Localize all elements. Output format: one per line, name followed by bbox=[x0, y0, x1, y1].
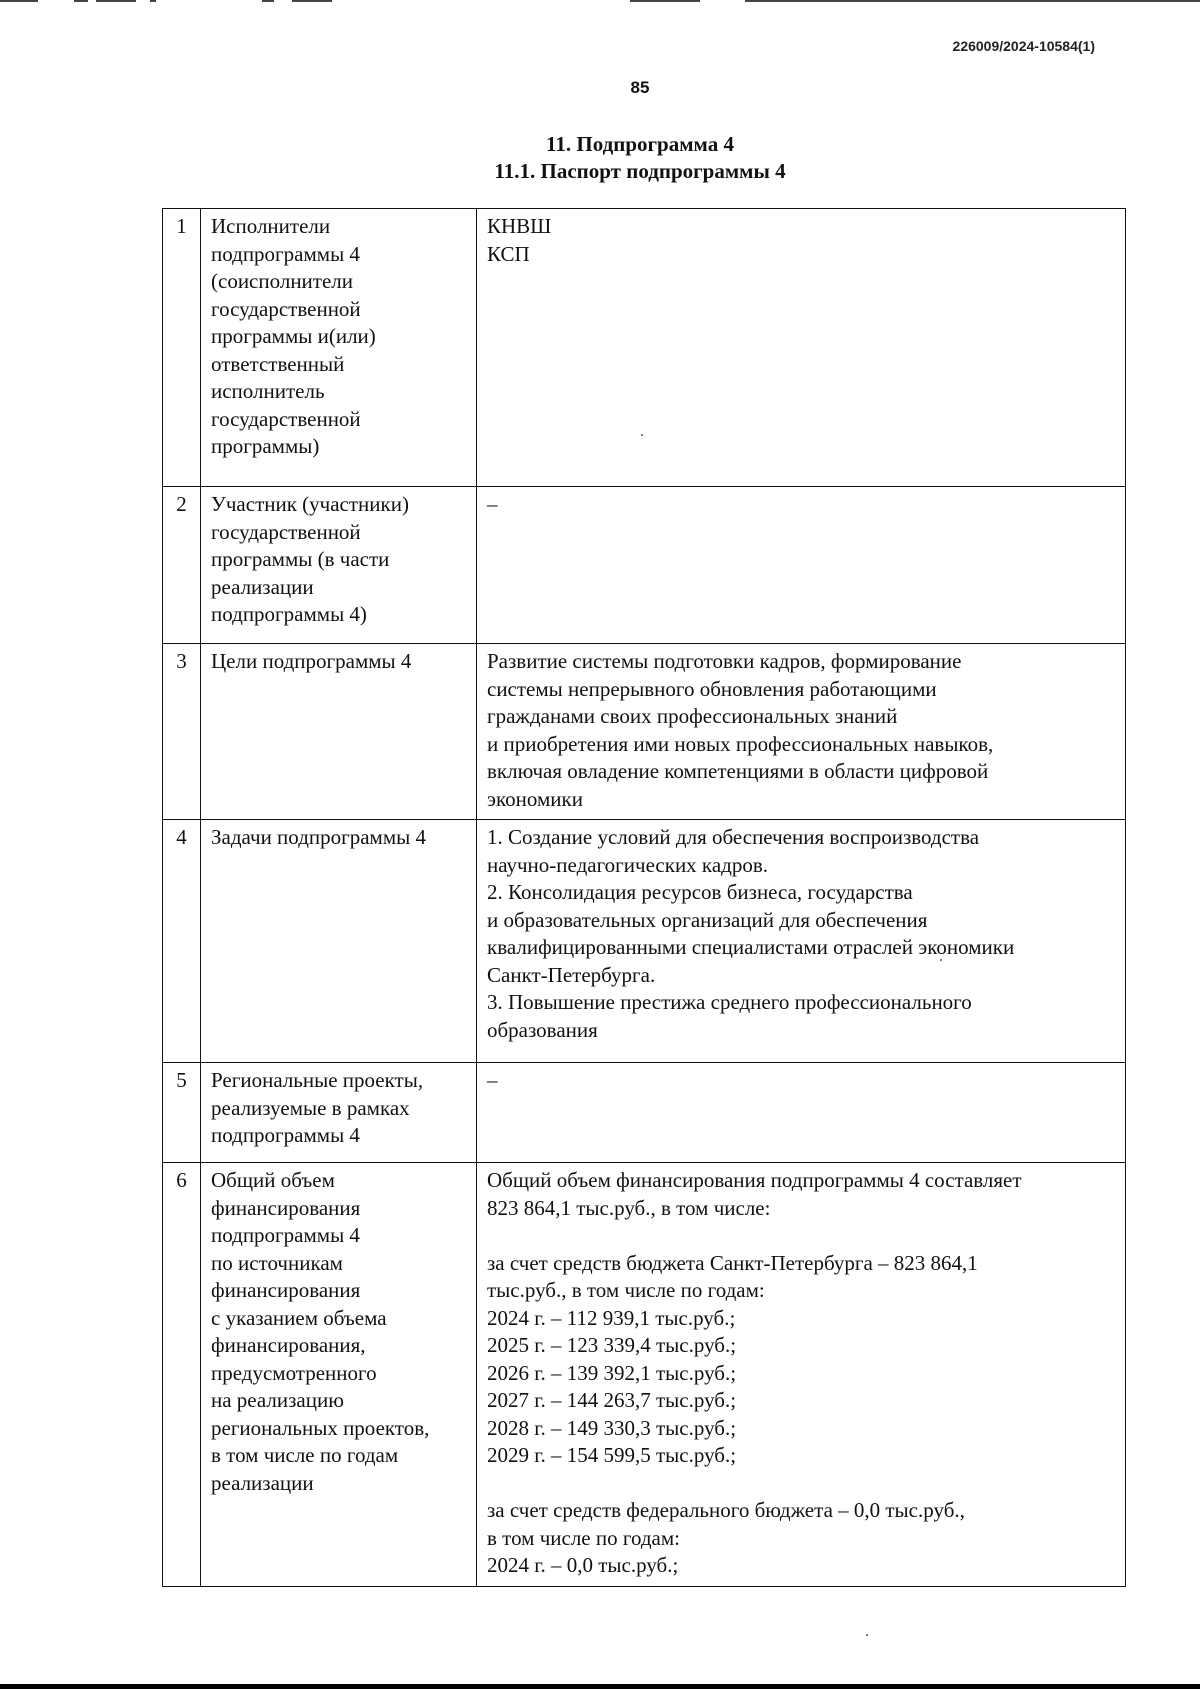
row-number: 6 bbox=[163, 1163, 201, 1587]
passport-row bbox=[163, 1163, 1126, 1587]
scan-speck bbox=[940, 959, 942, 961]
row-number: 1 bbox=[163, 209, 201, 487]
passport-row bbox=[163, 644, 1126, 820]
value-line: тыс.руб., в том числе по годам: bbox=[487, 1278, 765, 1302]
value-line: образования bbox=[487, 1017, 598, 1042]
row-number: 3 bbox=[163, 644, 201, 820]
label-line: Исполнители bbox=[211, 214, 331, 238]
label-line: подпрограммы 4 bbox=[211, 241, 360, 266]
value-line: в том числе по годам: bbox=[487, 1525, 680, 1550]
value-line: 823 864,1 тыс.руб., в том числе: bbox=[487, 1195, 771, 1220]
label-line: исполнитель bbox=[211, 379, 325, 403]
value-line: квалифицированными специалистами отраслей экономики bbox=[487, 935, 1015, 959]
row-value bbox=[477, 644, 1126, 820]
value-line: Санкт-Петербурга. bbox=[487, 962, 656, 987]
passport-row bbox=[163, 487, 1126, 644]
row-value bbox=[477, 1163, 1126, 1587]
row-label bbox=[201, 1063, 477, 1163]
row-label bbox=[201, 1163, 477, 1587]
label-line: подпрограммы 4) bbox=[211, 602, 367, 626]
blank-line bbox=[487, 1470, 1115, 1498]
value-line: 2024 г. – 0,0 тыс.руб.; bbox=[487, 1553, 679, 1577]
passport-title: 11.1. Паспорт подпрограммы 4 bbox=[494, 159, 786, 183]
label-line: государственной bbox=[211, 519, 361, 544]
label-line: финансирования bbox=[211, 1195, 361, 1220]
value-line: Общий объем финансирования подпрограммы 4 составляет bbox=[487, 1168, 1022, 1192]
value-line: 2. Консолидация ресурсов бизнеса, государства bbox=[487, 880, 913, 904]
value-line: 2024 г. – 112 939,1 тыс.руб.; bbox=[487, 1305, 736, 1330]
row-number: 2 bbox=[163, 487, 201, 644]
value-line: за счет средств федерального бюджета – 0,0 тыс.руб., bbox=[487, 1498, 965, 1522]
value-line: – bbox=[487, 1068, 498, 1092]
value-line: 2026 г. – 139 392,1 тыс.руб.; bbox=[487, 1360, 737, 1385]
row-value bbox=[477, 487, 1126, 644]
value-line: экономики bbox=[487, 786, 583, 811]
label-line: Общий объем bbox=[211, 1168, 335, 1192]
label-line: государственной bbox=[211, 406, 361, 431]
label-line: финансирования bbox=[211, 1278, 361, 1302]
label-line: ответственный bbox=[211, 351, 345, 376]
label-line: программы (в части bbox=[211, 547, 390, 571]
row-label bbox=[201, 820, 477, 1063]
row-value bbox=[477, 1063, 1126, 1163]
document-id: 226009/2024-10584(1) bbox=[952, 38, 1095, 54]
label-line: (соисполнители bbox=[211, 269, 354, 293]
scan-speck bbox=[641, 434, 643, 436]
value-line: 2028 г. – 149 330,3 тыс.руб.; bbox=[487, 1415, 737, 1440]
label-line: с указанием объема bbox=[211, 1305, 387, 1330]
row-number: 4 bbox=[163, 820, 201, 1063]
label-line: предусмотренного bbox=[211, 1360, 377, 1385]
label-line: реализуемые в рамках bbox=[211, 1095, 410, 1120]
scan-speck bbox=[866, 1634, 868, 1636]
label-line: на реализацию bbox=[211, 1388, 344, 1412]
row-value bbox=[477, 820, 1126, 1063]
row-label bbox=[201, 487, 477, 644]
value-line: за счет средств бюджета Санкт-Петербурга – 823 864,1 bbox=[487, 1250, 978, 1275]
page-number: 85 bbox=[630, 78, 650, 97]
label-line: государственной bbox=[211, 296, 361, 321]
value-line: системы непрерывного обновления работающими bbox=[487, 676, 937, 701]
value-line: – bbox=[487, 492, 498, 516]
value-line: и образовательных организаций для обеспечения bbox=[487, 907, 928, 932]
label-line: программы и(или) bbox=[211, 324, 376, 348]
passport-row bbox=[163, 1063, 1126, 1163]
scan-edge-bottom bbox=[0, 1684, 1200, 1689]
value-line: гражданами своих профессиональных знаний bbox=[487, 704, 898, 728]
label-line: подпрограммы 4 bbox=[211, 1223, 360, 1247]
passport-row bbox=[163, 820, 1126, 1063]
label-line: по источникам bbox=[211, 1250, 343, 1275]
value-line: КНВШ bbox=[487, 214, 552, 238]
label-line: программы) bbox=[211, 434, 320, 458]
label-line: финансирования, bbox=[211, 1333, 366, 1357]
value-line: 1. Создание условий для обеспечения воспроизводства bbox=[487, 825, 980, 849]
row-number: 5 bbox=[163, 1063, 201, 1163]
value-line: 2025 г. – 123 339,4 тыс.руб.; bbox=[487, 1333, 737, 1357]
label-line: Региональные проекты, bbox=[211, 1068, 424, 1092]
value-line: включая овладение компетенциями в области цифровой bbox=[487, 759, 989, 783]
page-heading bbox=[0, 131, 1200, 185]
label-line: подпрограммы 4 bbox=[211, 1123, 360, 1147]
value-line: 2027 г. – 144 263,7 тыс.руб.; bbox=[487, 1388, 737, 1412]
blank-line bbox=[487, 1222, 1115, 1250]
row-label bbox=[201, 209, 477, 487]
value-line: научно-педагогических кадров. bbox=[487, 852, 768, 877]
value-line: и приобретения ими новых профессиональных навыков, bbox=[487, 731, 994, 756]
passport-row bbox=[163, 209, 1126, 487]
subprogram-passport-table bbox=[162, 208, 1126, 1587]
label-line: Цели подпрограммы 4 bbox=[211, 649, 412, 673]
label-line: региональных проектов, bbox=[211, 1415, 430, 1440]
row-label bbox=[201, 644, 477, 820]
section-title: 11. Подпрограмма 4 bbox=[546, 132, 734, 156]
label-line: реализации bbox=[211, 574, 314, 599]
label-line: реализации bbox=[211, 1470, 314, 1495]
row-value bbox=[477, 209, 1126, 487]
scan-edge-top bbox=[0, 0, 1200, 2]
value-line: 2029 г. – 154 599,5 тыс.руб.; bbox=[487, 1443, 737, 1467]
value-line: 3. Повышение престижа среднего профессионального bbox=[487, 990, 972, 1014]
value-line: Развитие системы подготовки кадров, формирование bbox=[487, 649, 962, 673]
label-line: Задачи подпрограммы 4 bbox=[211, 825, 426, 849]
label-line: Участник (участники) bbox=[211, 492, 409, 516]
label-line: в том числе по годам bbox=[211, 1443, 399, 1467]
value-line: КСП bbox=[487, 241, 530, 266]
